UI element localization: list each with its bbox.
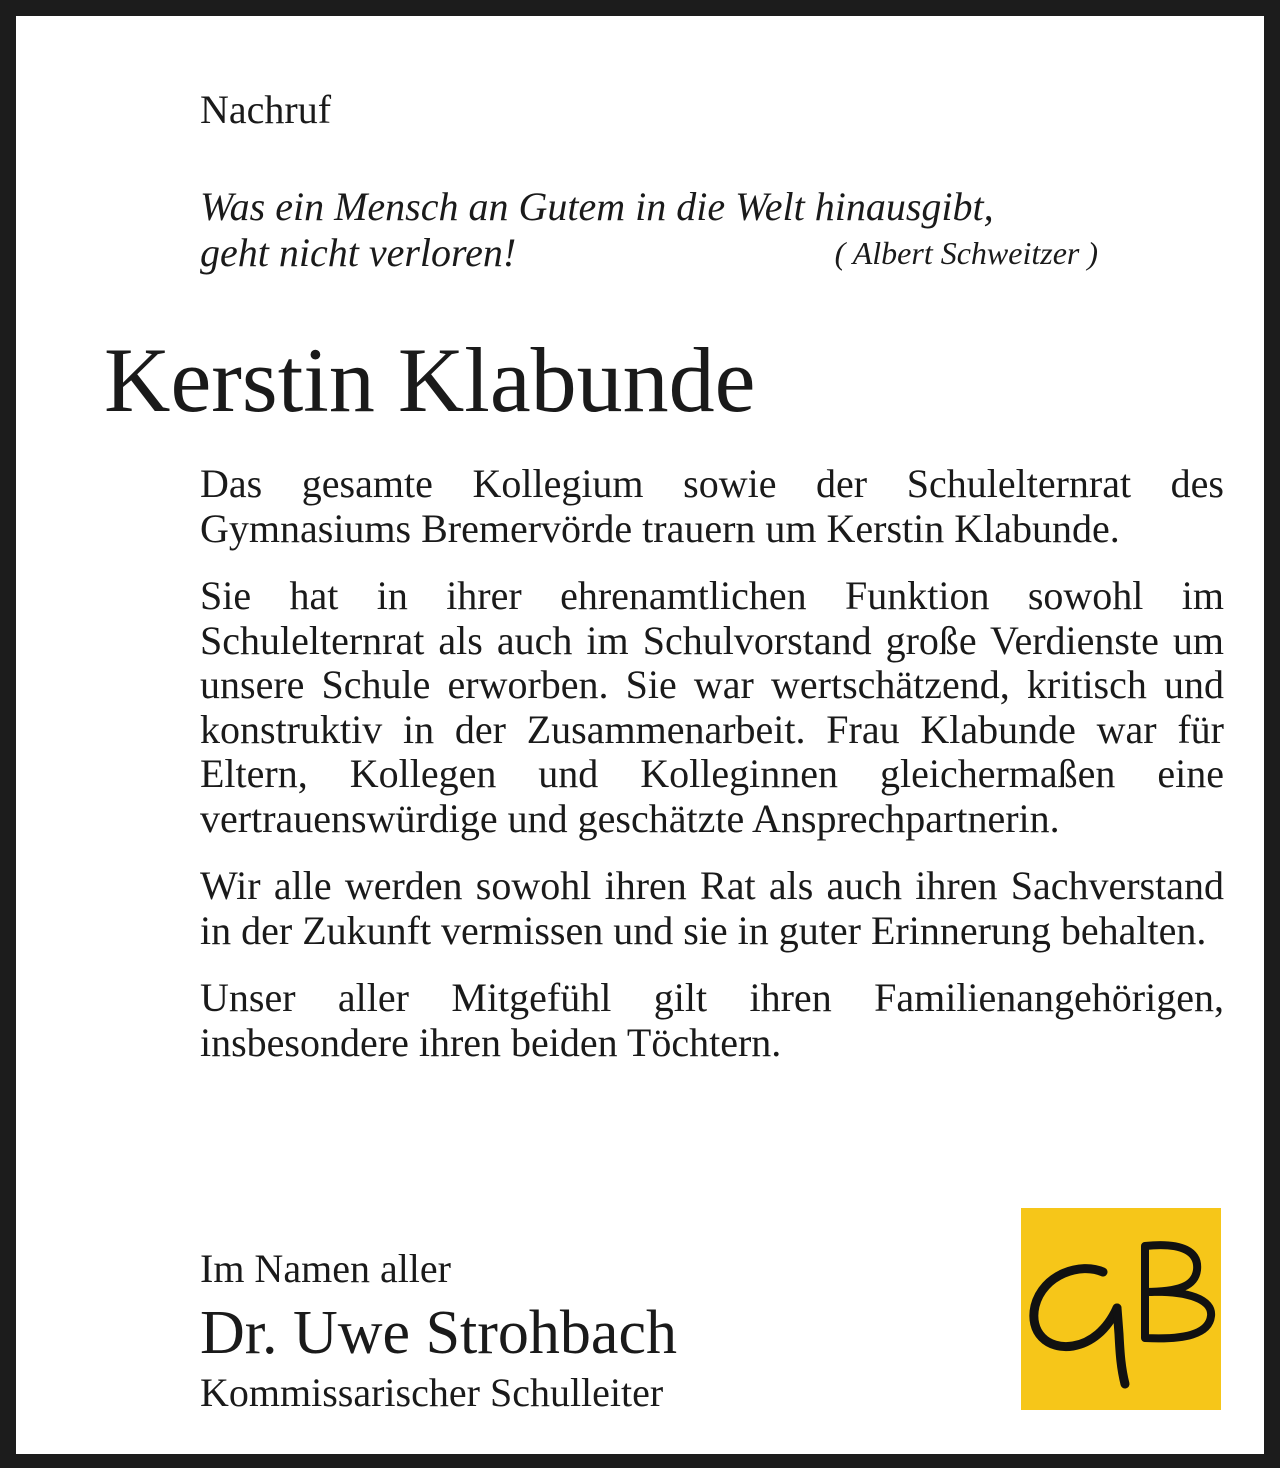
obituary-heading: Nachruf: [200, 87, 332, 132]
signature-intro: Im Namen aller: [200, 1246, 451, 1291]
paragraph-1: Das gesamte Kollegium sowie der Schulelternrat des Gymnasiums Bremervörde trauern um Kerstin Klabunde.: [200, 461, 1224, 551]
school-logo-icon: [1021, 1208, 1221, 1410]
obituary-text: [200, 462, 1224, 1088]
paragraph-3: Wir alle werden sowohl ihren Rat als auch ihren Sachverstand in der Zukunft vermissen und sie in guter Erinnerung behalten.: [200, 863, 1224, 953]
signatory-name: Dr. Uwe Strohbach: [200, 1299, 677, 1367]
quote-line-1: Was ein Mensch an Gutem in die Welt hinausgibt,: [200, 184, 994, 229]
school-logo-mark: [1021, 1208, 1221, 1410]
paragraph-4: Unser aller Mitgefühl gilt ihren Familienangehörigen, insbesondere ihren beiden Töchtern.: [200, 975, 1224, 1065]
deceased-name: Kerstin Klabunde: [104, 329, 756, 431]
signatory-role: Kommissarischer Schulleiter: [200, 1370, 664, 1415]
quote-author: ( Albert Schweitzer ): [834, 235, 1098, 271]
quote-line-2: geht nicht verloren!: [200, 230, 517, 275]
memorial-quote: [200, 184, 1110, 276]
paragraph-2: Sie hat in ihrer ehrenamtlichen Funktion sowohl im Schulelternrat als auch im Schulvorstand große Verdienste um unsere Schule erworben. Sie war wertschätzend, kritisch und konstruktiv in der Zusammenarbeit. Frau Klabunde war für Eltern, Kollegen und Kolleginnen gleichermaßen eine vertrauenswürdige und geschätzte Ansprechpartnerin.: [200, 573, 1224, 841]
